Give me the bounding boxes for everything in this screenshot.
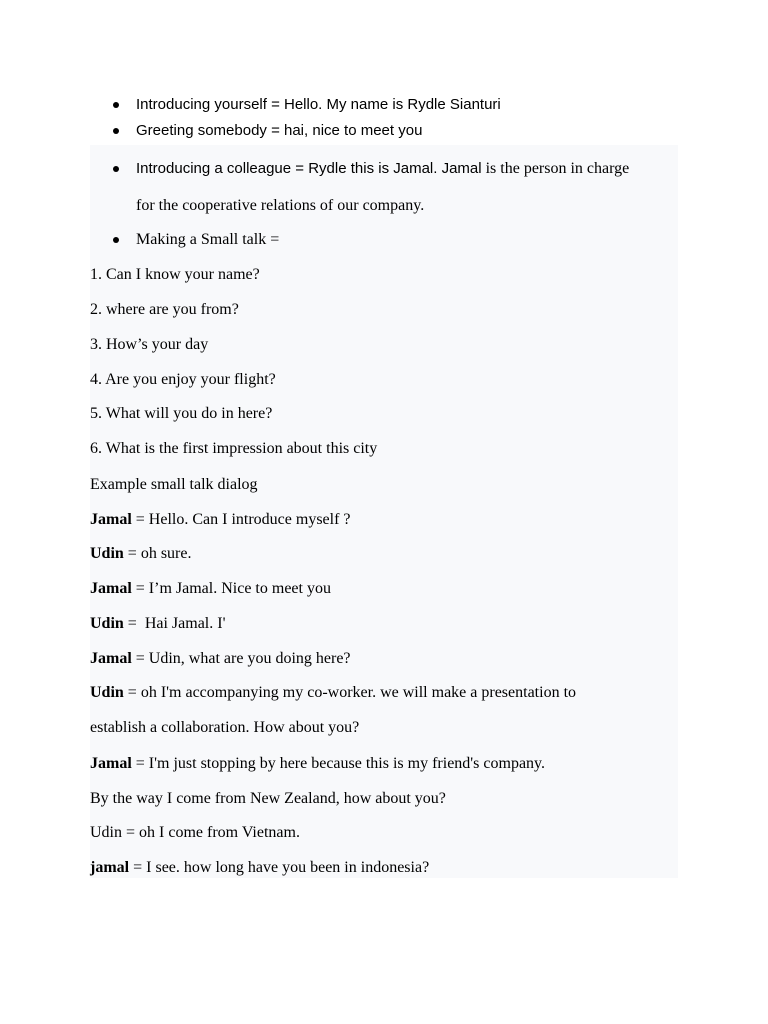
bullet-icon bbox=[113, 128, 119, 134]
bullet-text: Making a Small talk = bbox=[136, 231, 280, 248]
bullet-text-wrapper bbox=[136, 159, 629, 179]
speaker-name: Udin bbox=[90, 684, 124, 701]
bullet-text: Introducing yourself = Hello. My name is Rydle Sianturi bbox=[136, 96, 501, 113]
speaker-name: Jamal bbox=[90, 650, 132, 667]
dialog-continuation: By the way I come from New Zealand, how about you? bbox=[90, 790, 446, 807]
speaker-name: Jamal bbox=[90, 580, 132, 597]
dialog-text: = I’m Jamal. Nice to meet you bbox=[131, 580, 331, 597]
dialog-line bbox=[90, 614, 225, 634]
question-2: 2. where are you from? bbox=[90, 301, 239, 318]
dialog-text: = oh I'm accompanying my co-worker. we will make a presentation to bbox=[123, 684, 577, 701]
dialog-continuation: establish a collaboration. How about you? bbox=[90, 719, 360, 736]
bullet-text: Greeting somebody = hai, nice to meet you bbox=[136, 122, 423, 139]
dialog-line bbox=[90, 823, 300, 843]
bullet-icon bbox=[113, 102, 119, 108]
bullet-text-tail: is the person in charge bbox=[481, 160, 630, 177]
speaker-name: Udin bbox=[90, 615, 124, 632]
dialog-text: = Udin, what are you doing here? bbox=[131, 650, 351, 667]
dialog-text: Udin = oh I come from Vietnam. bbox=[90, 824, 300, 841]
dialog-line bbox=[90, 754, 545, 774]
dialog-text: = I'm just stopping by here because this is my friend's company. bbox=[131, 755, 546, 772]
dialog-heading: Example small talk dialog bbox=[90, 476, 258, 493]
dialog-line bbox=[90, 858, 429, 878]
bullet-continuation: for the cooperative relations of our company. bbox=[136, 197, 425, 214]
dialog-line bbox=[90, 544, 191, 564]
dialog-text: = oh sure. bbox=[123, 545, 192, 562]
dialog-text: = I see. how long have you been in indonesia? bbox=[129, 859, 430, 876]
speaker-name: Jamal bbox=[90, 755, 132, 772]
bullet-icon bbox=[113, 166, 119, 172]
dialog-line bbox=[90, 683, 576, 703]
question-1: 1. Can I know your name? bbox=[90, 266, 260, 283]
dialog-text: = Hai Jamal. I' bbox=[123, 615, 226, 632]
bullet-text-lead: Introducing a colleague = Rydle this is Jamal. Jamal bbox=[136, 160, 482, 177]
question-5: 5. What will you do in here? bbox=[90, 405, 273, 422]
dialog-line bbox=[90, 510, 351, 530]
speaker-name: jamal bbox=[90, 859, 130, 876]
bullet-icon bbox=[113, 237, 119, 243]
dialog-line bbox=[90, 649, 351, 669]
dialog-line bbox=[90, 579, 331, 599]
speaker-name: Udin bbox=[90, 545, 124, 562]
speaker-name: Jamal bbox=[90, 511, 132, 528]
question-6: 6. What is the first impression about this city bbox=[90, 440, 378, 457]
question-3: 3. How’s your day bbox=[90, 336, 209, 353]
dialog-text: = Hello. Can I introduce myself ? bbox=[131, 511, 351, 528]
question-4: 4. Are you enjoy your flight? bbox=[90, 371, 276, 388]
